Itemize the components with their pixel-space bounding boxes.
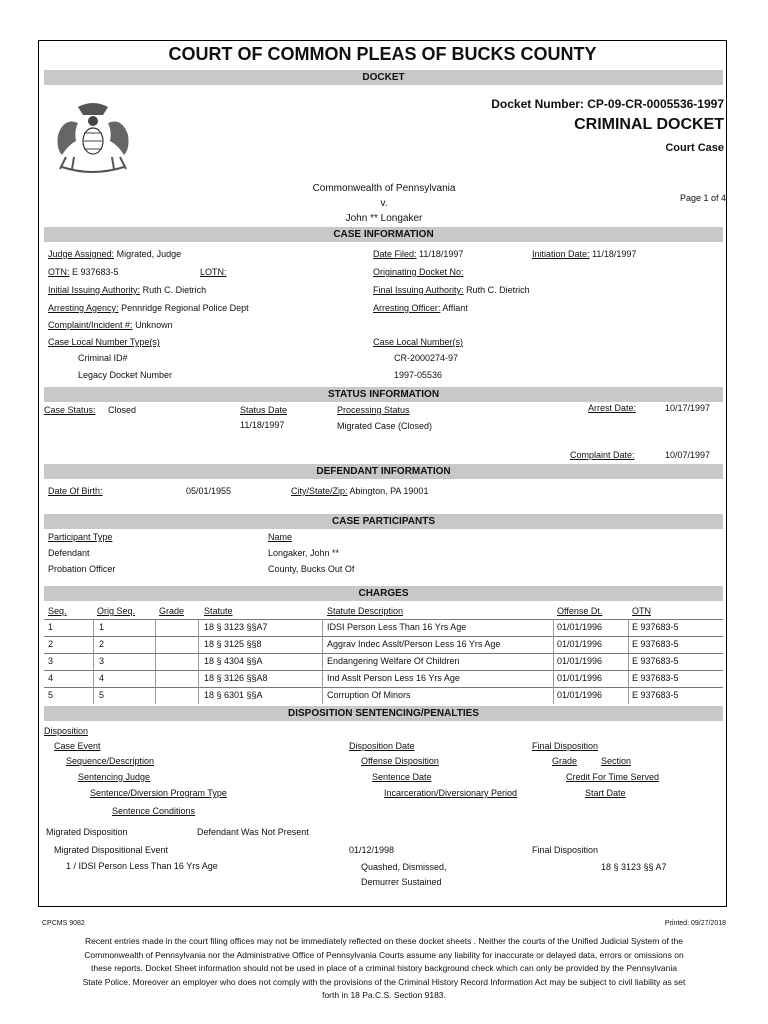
charge-offense-date: 01/01/1996 — [557, 656, 603, 666]
column-divider — [198, 619, 199, 704]
charge-desc: Endangering Welfare Of Children — [327, 656, 460, 666]
date-filed-value: 11/18/1997 — [419, 249, 464, 259]
arresting-officer-label: Arresting Officer: — [373, 303, 441, 313]
column-divider — [93, 619, 94, 704]
charge-orig: 4 — [99, 673, 105, 683]
row-divider — [44, 653, 723, 654]
dob-value: 05/01/1955 — [186, 486, 232, 496]
charge-desc: Corruption Of Minors — [327, 690, 411, 700]
arrest-date-value: 10/17/1997 — [665, 403, 711, 413]
charge-offense-date: 01/01/1996 — [557, 690, 603, 700]
charge-offense-date: 01/01/1996 — [557, 622, 603, 632]
judge-value: Migrated, Judge — [116, 249, 182, 259]
court-title: COURT OF COMMON PLEAS OF BUCKS COUNTY — [168, 44, 597, 64]
complaint-date-value: 10/07/1997 — [665, 450, 711, 460]
charge-seq: 2 — [48, 639, 54, 649]
charge-seq: 1 — [48, 622, 54, 632]
column-divider — [553, 619, 554, 704]
not-present: Defendant Was Not Present — [197, 827, 309, 837]
participant-name: Longaker, John ** — [268, 548, 340, 558]
charges-header-statute: Statute — [204, 606, 233, 616]
city-label: City/State/Zip: — [291, 486, 348, 496]
printed-date: Printed: 09/27/2018 — [664, 920, 726, 927]
final-authority-label: Final Issuing Authority: — [373, 285, 464, 295]
caption-line-3: John ** Longaker — [345, 213, 423, 224]
charge-offense-date: 01/01/1996 — [557, 639, 603, 649]
local-number-item: 1997-05536 — [394, 370, 443, 380]
event-date: 01/12/1998 — [349, 845, 395, 855]
charge-offense-date: 01/01/1996 — [557, 673, 603, 683]
column-divider — [155, 619, 156, 704]
participant-type: Probation Officer — [48, 564, 116, 574]
charge-statute: 18 § 3126 §§A8 — [204, 673, 268, 683]
column-divider — [322, 619, 323, 704]
page-indicator: Page 1 of 4 — [679, 193, 726, 203]
participant-type: Defendant — [48, 548, 90, 558]
charge-seq: 4 — [48, 673, 54, 683]
processing-status-value: Migrated Case (Closed) — [337, 421, 433, 431]
initial-authority-value: Ruth C. Dietrich — [142, 285, 207, 295]
status-date-label: Status Date — [240, 405, 288, 415]
charge-seq: 5 — [48, 690, 54, 700]
docket-type: CRIMINAL DOCKET — [574, 116, 724, 133]
complaint-label: Complaint/Incident #: — [48, 320, 133, 330]
date-filed-label: Date Filed: — [373, 249, 417, 259]
charge-desc: Aggrav Indec Asslt/Person Less 16 Yrs Age — [327, 639, 501, 649]
disposition-header: Disposition — [44, 726, 89, 736]
sequence-header: Sequence/Description — [66, 756, 155, 766]
charge-desc: IDSI Person Less Than 16 Yrs Age — [327, 622, 467, 632]
initiation-date-value: 11/18/1997 — [592, 249, 637, 259]
local-number-type-label: Case Local Number Type(s) — [48, 337, 160, 347]
disposition-date-header: Disposition Date — [349, 741, 415, 751]
participant-name-label: Name — [268, 532, 293, 542]
charges-header-seq: Seq. — [48, 606, 67, 616]
case-status-label: Case Status: — [44, 405, 96, 415]
credit-header: Credit For Time Served — [566, 772, 660, 782]
charges-header-grade: Grade — [159, 606, 185, 616]
section-header: Section — [601, 756, 632, 766]
charge-otn: E 937683-5 — [632, 656, 679, 666]
case-kind: Court Case — [665, 142, 724, 154]
disposition-bar: DISPOSITION SENTENCING/PENALTIES — [44, 706, 723, 721]
city-value: Abington, PA 19001 — [349, 486, 429, 496]
judge-label: Judge Assigned: — [48, 249, 115, 259]
originating-docket-label: Originating Docket No: — [373, 267, 464, 277]
case-status-value: Closed — [108, 405, 137, 415]
docket-number: Docket Number: CP-09-CR-0005536-1997 — [491, 97, 724, 111]
sentencing-judge-header: Sentencing Judge — [78, 772, 151, 782]
charges-header-orig: Orig Seq. — [97, 606, 136, 616]
otn-value: E 937683-5 — [72, 267, 119, 277]
charge-otn: E 937683-5 — [632, 690, 679, 700]
case-participants-bar: CASE PARTICIPANTS — [44, 514, 723, 529]
charges-header-desc: Statute Description — [327, 606, 404, 616]
caption-line-1: Commonwealth of Pennsylvania — [312, 183, 456, 194]
charge-orig: 3 — [99, 656, 105, 666]
offense-disposition-header: Offense Disposition — [361, 756, 439, 766]
state-seal-icon — [48, 95, 138, 175]
sentence-conditions-header: Sentence Conditions — [112, 806, 196, 816]
case-information-bar: CASE INFORMATION — [44, 227, 723, 242]
charge-otn: E 937683-5 — [632, 622, 679, 632]
charges-header-otn: OTN — [632, 606, 651, 616]
local-number-item: CR-2000274-97 — [394, 353, 459, 363]
processing-status-label: Processing Status — [337, 405, 410, 415]
event-final: Final Disposition — [532, 845, 599, 855]
arresting-agency-label: Arresting Agency: — [48, 303, 119, 313]
charge-seq: 3 — [48, 656, 54, 666]
local-number-label: Case Local Number(s) — [373, 337, 464, 347]
row-divider — [44, 670, 723, 671]
disclaimer-note: Recent entries made in the court filing offices may not be immediately reflected on these docket sheets . Neither the courts of the Unified Judicial System of the Commonwealth of Pennsylvania nor the Administrative Office of Pennsylvania Courts assume any liability for inaccurate or delayed data, errors or omissions on these reports. Docket Sheet information should not be used in place of a criminal history background check which can only be provided by the Pennsylvania State Police. Moreover an employer who does not comply with the provisions of the Criminal History Record Information Act may be subject to civil liability as set forth in 18 Pa.C.S. Section 9183. — [82, 936, 686, 1000]
item-section: 18 § 3123 §§ A7 — [601, 862, 667, 872]
initiation-date-label: Initiation Date: — [532, 249, 590, 259]
local-type-item: Criminal ID# — [78, 353, 128, 363]
arresting-agency-value: Pennridge Regional Police Dept — [121, 303, 249, 313]
status-information-bar: STATUS INFORMATION — [44, 387, 723, 402]
disposition-item: 1 / IDSI Person Less Than 16 Yrs Age — [66, 861, 218, 871]
complaint-date-label: Complaint Date: — [570, 450, 635, 460]
dob-label: Date Of Birth: — [48, 486, 103, 496]
arresting-officer-value: Affiant — [442, 303, 468, 313]
start-date-header: Start Date — [585, 788, 626, 798]
column-divider — [628, 619, 629, 704]
row-divider — [44, 687, 723, 688]
participant-type-label: Participant Type — [48, 532, 113, 542]
charge-otn: E 937683-5 — [632, 639, 679, 649]
form-number: CPCMS 9082 — [42, 920, 85, 927]
complaint-value: Unknown — [135, 320, 173, 330]
status-date-value: 11/18/1997 — [240, 420, 285, 430]
defendant-information-bar: DEFENDANT INFORMATION — [44, 464, 723, 479]
local-type-item: Legacy Docket Number — [78, 370, 173, 380]
final-disposition-header: Final Disposition — [532, 741, 599, 751]
charges-header-offense: Offense Dt. — [557, 606, 603, 616]
incarceration-header: Incarceration/Diversionary Period — [384, 788, 518, 798]
grade-header: Grade — [552, 756, 578, 766]
arrest-date-label: Arrest Date: — [588, 403, 637, 413]
charge-statute: 18 § 6301 §§A — [204, 690, 263, 700]
charge-statute: 18 § 4304 §§A — [204, 656, 263, 666]
charge-otn: E 937683-5 — [632, 673, 679, 683]
charge-desc: Ind Asslt Person Less 16 Yrs Age — [327, 673, 460, 683]
otn-label: OTN: — [48, 267, 70, 277]
charge-orig: 5 — [99, 690, 105, 700]
participant-name: County, Bucks Out Of — [268, 564, 355, 574]
charge-orig: 2 — [99, 639, 105, 649]
case-event-header: Case Event — [54, 741, 101, 751]
charges-bar: CHARGES — [44, 586, 723, 601]
sentence-date-header: Sentence Date — [372, 772, 432, 782]
docket-bar: DOCKET — [44, 70, 723, 85]
initial-authority-label: Initial Issuing Authority: — [48, 285, 141, 295]
lotn-label: LOTN: — [200, 267, 227, 277]
charge-statute: 18 § 3125 §§8 — [204, 639, 262, 649]
item-disposition-line1: Quashed, Dismissed, — [361, 862, 447, 872]
row-divider — [44, 636, 723, 637]
program-type-header: Sentence/Diversion Program Type — [90, 788, 227, 798]
item-disposition-line2: Demurrer Sustained — [361, 877, 442, 887]
charge-orig: 1 — [99, 622, 105, 632]
caption-line-2: v. — [380, 198, 388, 209]
migrated-disposition: Migrated Disposition — [46, 827, 128, 837]
charge-statute: 18 § 3123 §§A7 — [204, 622, 268, 632]
final-authority-value: Ruth C. Dietrich — [466, 285, 530, 295]
dispositional-event: Migrated Dispositional Event — [54, 845, 169, 855]
